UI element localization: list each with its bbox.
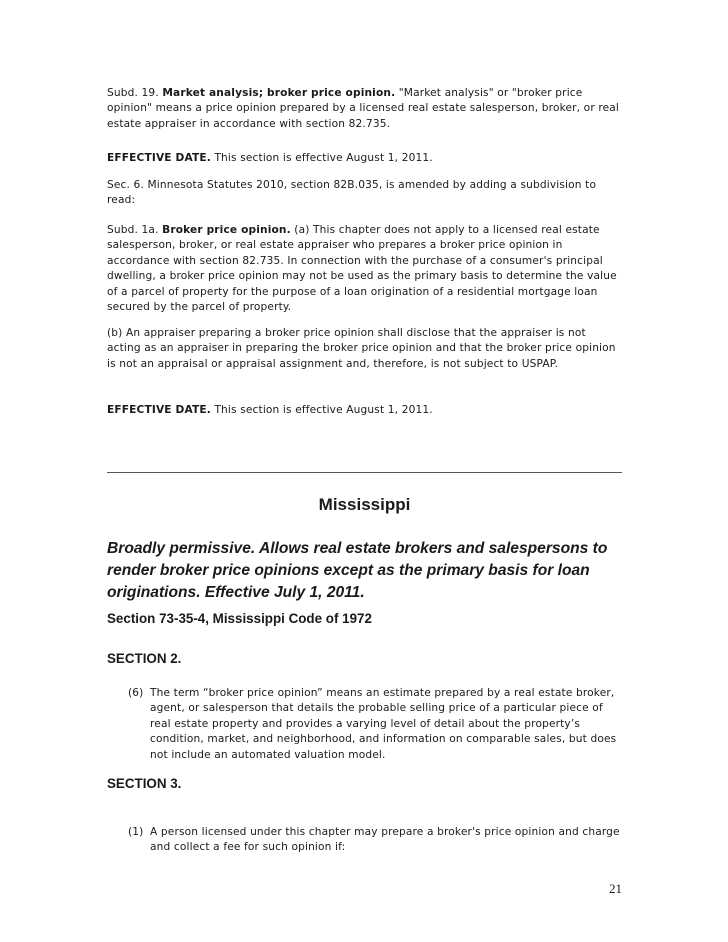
code-reference: Section 73-35-4, Mississippi Code of 1972 — [107, 611, 372, 626]
section-2-heading: SECTION 2. — [107, 651, 182, 666]
definition-item-6 — [128, 686, 622, 763]
subd-1a-body: (a) This chapter does not apply to a licensed real estate salesperson, broker, or real estate appraiser who prepares a broker price opinion in accordance with section 82.735. In connection with the purchase of a consumer's principal dwelling, a broker price opinion may not be used as the primary basis to determine the value of a parcel of property for the purpose of a loan origination of a residential mortgage loan secured by the parcel of property. — [107, 224, 617, 314]
effective-date-label: EFFECTIVE DATE. — [107, 404, 211, 416]
effective-date-2 — [107, 403, 622, 418]
section-divider — [107, 472, 622, 473]
section-3-heading: SECTION 3. — [107, 776, 182, 791]
subd-19-prefix: Subd. 19. — [107, 87, 163, 99]
paragraph-b: (b) An appraiser preparing a broker price opinion shall disclose that the appraiser is not acting as an appraiser in preparing the broker price opinion and that the broker price opinion is not an appraisal or appraisal assignment and, therefore, is not subject to USPAP. — [107, 327, 616, 370]
provision-item-1 — [128, 825, 622, 856]
item-text: A person licensed under this chapter may prepare a broker's price opinion and charge and collect a fee for such opinion if: — [150, 826, 620, 854]
effective-date-1 — [107, 151, 622, 166]
item-number: (1) — [128, 826, 144, 838]
subd-1a-paragraph — [107, 223, 622, 315]
subd-19-body: "Market analysis" or "broker price opinion" means a price opinion prepared by a licensed real estate salesperson, broker, or real estate appraiser in accordance with section 82.735. — [107, 87, 620, 130]
state-summary: Broadly permissive. Allows real estate brokers and salespersons to render broker price opinions except as the primary basis for loan originations. Effective July 1, 2011. — [107, 540, 608, 601]
item-text: The term “broker price opinion” means an estimate prepared by a real estate broker, agent, or salesperson that details the probable selling price of a particular piece of real estate property and provides a varying level of detail about the property’s condition, market, and neighborhood, and information on comparable sales, but does not include an automated valuation model. — [150, 687, 617, 761]
subd-1a-title: Broker price opinion. — [162, 224, 291, 236]
state-heading: Mississippi — [318, 495, 411, 514]
page-number: 21 — [609, 881, 622, 896]
effective-date-text: This section is effective August 1, 2011. — [210, 152, 433, 164]
effective-date-text: This section is effective August 1, 2011. — [210, 404, 433, 416]
subd-1a-prefix: Subd. 1a. — [107, 224, 163, 236]
subd-19-title: Market analysis; broker price opinion. — [162, 87, 396, 99]
item-number: (6) — [128, 687, 144, 699]
subd-19-paragraph — [107, 86, 622, 132]
sec-6-paragraph: Sec. 6. Minnesota Statutes 2010, section 82B.035, is amended by adding a subdivision to read: — [107, 179, 597, 207]
effective-date-label: EFFECTIVE DATE. — [107, 152, 211, 164]
